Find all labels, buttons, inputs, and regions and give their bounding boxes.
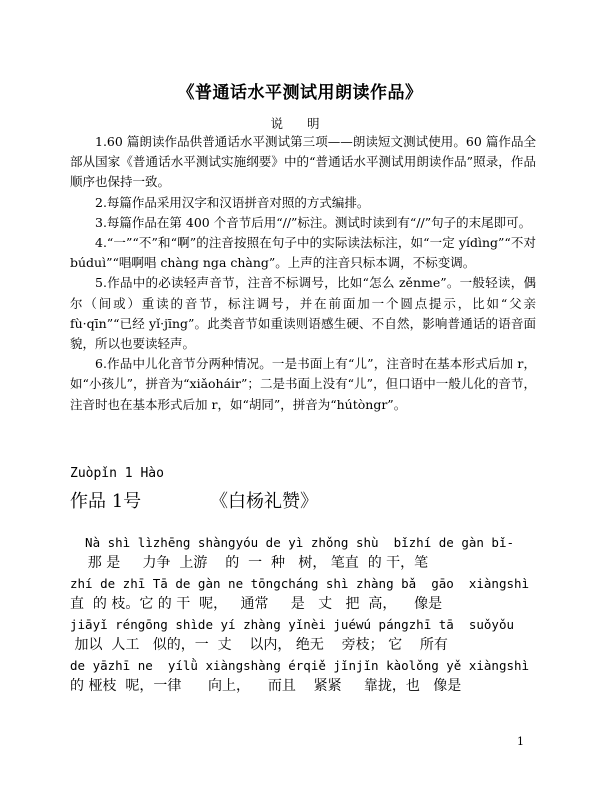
note-paragraph: 1.60 篇朗读作品供普通话水平测试第三项——朗读短文测试使用。60 篇作品全部从国家《普通话水平测试实施纲要》中的“普通话水平测试用朗读作品”照录，作品顺序也保持一致。 (70, 134, 536, 190)
note-paragraph: 3.每篇作品在第 400 个音节后用“//”标注。测试时读到有“//”句子的末尾即可。 (95, 214, 532, 230)
pinyin-line: Nà shì lìzhēng shàngyóu de yì zhǒng shù bǐzhí de gàn bǐ- (70, 535, 515, 550)
work-title (70, 487, 318, 513)
page-number: 1 (517, 735, 524, 748)
pinyin-line: de yāzhī ne yílǜ xiàngshàng érqiě jǐnjǐn kàolǒng yě xiàngshì (70, 658, 530, 673)
reading-text (70, 533, 536, 697)
hanzi-line: 那 是 力争 上游 的 一 种 树， 笔直 的 干，笔 (70, 555, 429, 571)
hanzi-line: 的 桠枝 呢，一律 向上， 而且 紧紧 靠拢，也 像是 (70, 678, 462, 694)
note-paragraph: 2.每篇作品采用汉字和汉语拼音对照的方式编排。 (95, 194, 370, 210)
hanzi-line: 直 的 枝。它 的 干 呢， 通常 是 丈 把 高， 像是 (70, 596, 443, 612)
note-paragraph: 6.作品中儿化音节分两种情况。一是书面上有“儿”，注音时在基本形式后加 r，如“小孩儿”，拼音为“xiǎoháir”；二是书面上没有“儿”，但口语中一般儿化的音节，注音时也在基本形式后加 r，如“胡同”，拼音为“hútòngr”。 (70, 356, 536, 412)
note-paragraph: 5.作品中的必读轻声音节，注音不标调号，比如“怎么 zěnme”。一般轻读，偶尔（间或）重读的音节，标注调号，并在前面加一个圆点提示，比如“父亲 fù·qīn”“已经 yǐ·jīng”。此类音节如重读则语感生硬、不自然，影响普通话的语音面貌，所以也要读轻声。 (70, 275, 536, 352)
pinyin-line: jiāyǐ réngōng shìde yí zhàng yǐnèi juéwú pángzhī tā suǒyǒu (70, 617, 515, 632)
note-paragraph: 4.“一”“不”和“啊”的注音按照在句子中的实际读法标注，如“一定 yídìng”“不对 búduì”“唱啊唱 chàng nga chàng”。上声的注音只标本调，不标变调。 (70, 235, 536, 271)
notes-section (70, 132, 536, 415)
work-number: 作品 1号 (70, 491, 142, 512)
hanzi-line: 加以 人工 似的，一 丈 以内， 绝无 旁枝； 它 所有 (70, 637, 448, 653)
pinyin-line: zhí de zhī Tā de gàn ne tōngcháng shì zhàng bǎ gāo xiàngshì (70, 576, 530, 591)
work-pinyin-title: Zuòpǐn 1 Hào (70, 466, 164, 481)
section-heading: 说 明 (270, 116, 330, 131)
document-title: 《普通话水平测试用朗读作品》 (177, 83, 423, 103)
work-name: 《白杨礼赞》 (210, 491, 318, 512)
